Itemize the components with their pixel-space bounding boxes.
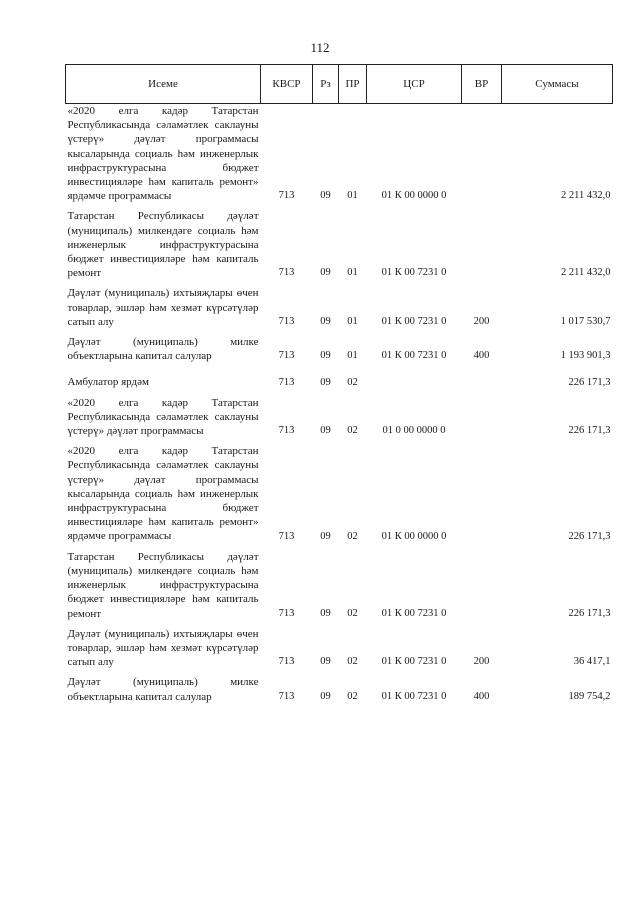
header-rz: Рз	[313, 65, 339, 104]
table-header-row	[66, 65, 613, 104]
row-vr	[462, 550, 502, 621]
row-sum: 1 193 901,3	[560, 350, 611, 362]
row-pr: 01	[347, 350, 358, 362]
header-name: Исеме	[66, 65, 261, 104]
row-vr: 200	[473, 656, 490, 668]
row-vr	[462, 444, 502, 543]
row-sum: 2 211 432,0	[561, 267, 611, 279]
row-sum: 189 754,2	[568, 690, 611, 702]
table-row	[66, 286, 613, 329]
row-sum: 226 171,3	[568, 376, 611, 388]
table-row	[66, 375, 613, 389]
row-vr	[462, 104, 502, 204]
row-rz: 09	[320, 350, 331, 362]
row-csr: 01 0 00 0000 0	[382, 425, 446, 437]
page-number: 112	[310, 40, 330, 55]
row-csr: 01 К 00 0000 0	[381, 530, 447, 542]
row-pr: 01	[347, 267, 358, 279]
row-csr: 01 К 00 7231 0	[381, 316, 447, 328]
row-pr: 02	[347, 656, 358, 668]
row-name: Татарстан Республикасы дәүләт (муниципаль) милкендәге социаль һәм инженерлык инфраструктурасына бюджет инвестицияләре һәм капиталь ремонт	[67, 210, 259, 280]
row-kvsr: 713	[278, 350, 295, 362]
row-vr	[462, 209, 502, 280]
row-name: «2020 елга кадәр Татарстан Республикасында сәламәтлек саклауны үстерү» дәүләт программасы кысаларында социаль һәм инженерлык инфраструктурасына бюджет инвестицияләре һәм капиталь ремонт» ярдәмче программасы	[67, 445, 259, 543]
row-rz: 09	[320, 656, 331, 668]
row-name: «2020 елга кадәр Татарстан Республикасында сәламәтлек саклауны үстерү» дәүләт программасы	[67, 396, 259, 438]
row-name: Дәүләт (муниципаль) ихтыяҗлары өчен товарлар, эшләр һәм хезмәт күрсәтүләр сатып алу	[67, 287, 259, 328]
row-pr: 02	[347, 376, 358, 388]
row-vr	[462, 396, 502, 439]
row-csr: 01 К 00 7231 0	[381, 690, 447, 702]
row-pr: 01	[347, 190, 358, 202]
row-rz: 09	[320, 267, 331, 279]
row-name: Татарстан Республикасы дәүләт (муниципаль) милкендәге социаль һәм инженерлык инфраструктурасына бюджет инвестицияләре һәм капиталь ремонт	[67, 550, 259, 620]
row-csr: 01 К 00 7231 0	[381, 350, 447, 362]
row-kvsr: 713	[278, 316, 295, 328]
table-row	[66, 550, 613, 621]
row-csr: 01 К 00 7231 0	[381, 607, 447, 619]
row-name: Дәүләт (муниципаль) милке объектларына капитал салулар	[67, 676, 259, 703]
table-row	[66, 675, 613, 703]
row-kvsr: 713	[278, 190, 295, 202]
row-kvsr: 713	[278, 376, 295, 388]
row-sum: 226 171,3	[568, 607, 611, 619]
row-rz: 09	[320, 690, 331, 702]
row-kvsr: 713	[278, 690, 295, 702]
row-pr: 02	[347, 690, 358, 702]
row-sum: 1 017 530,7	[560, 316, 611, 328]
row-csr: 01 К 00 7231 0	[381, 656, 447, 668]
row-rz: 09	[320, 530, 331, 542]
row-rz: 09	[320, 376, 331, 388]
row-csr: 01 К 00 0000 0	[381, 190, 447, 202]
row-kvsr: 713	[278, 607, 295, 619]
row-pr: 02	[347, 425, 358, 437]
row-kvsr: 713	[278, 425, 295, 437]
row-pr: 02	[347, 607, 358, 619]
row-vr: 400	[473, 690, 490, 702]
row-rz: 09	[320, 190, 331, 202]
row-name: «2020 елга кадәр Татарстан Республикасында сәламәтлек саклауны үстерү» дәүләт программасы кысаларында социаль һәм инженерлык инфраструктурасына бюджет инвестицияләре һәм капиталь ремонт» ярдәмче программасы	[67, 105, 259, 203]
table-row	[66, 335, 613, 363]
row-sum: 226 171,3	[568, 425, 611, 437]
row-pr: 01	[347, 316, 358, 328]
header-pr: ПР	[339, 65, 367, 104]
row-vr: 400	[473, 350, 490, 362]
row-sum: 36 417,1	[573, 656, 611, 668]
table-row	[66, 627, 613, 670]
row-kvsr: 713	[278, 530, 295, 542]
header-csr: ЦСР	[367, 65, 462, 104]
row-sum: 226 171,3	[568, 530, 611, 542]
row-pr: 02	[347, 530, 358, 542]
row-vr	[462, 375, 502, 389]
row-kvsr: 713	[278, 267, 295, 279]
row-rz: 09	[320, 425, 331, 437]
row-vr: 200	[473, 316, 490, 328]
row-name: Амбулатор ярдәм	[67, 376, 149, 389]
table-row	[66, 209, 613, 280]
table-row	[66, 396, 613, 439]
row-kvsr: 713	[278, 656, 295, 668]
header-sum: Суммасы	[502, 65, 613, 104]
row-rz: 09	[320, 316, 331, 328]
table-row	[66, 104, 613, 204]
row-rz: 09	[320, 607, 331, 619]
header-kvsr: КВСР	[261, 65, 313, 104]
table-row	[66, 444, 613, 543]
row-name: Дәүләт (муниципаль) милке объектларына капитал салулар	[67, 336, 259, 363]
row-name: Дәүләт (муниципаль) ихтыяҗлары өчен товарлар, эшләр һәм хезмәт күрсәтүләр сатып алу	[67, 627, 259, 669]
budget-table	[65, 64, 613, 704]
row-csr	[367, 375, 462, 389]
header-vr: ВР	[462, 65, 502, 104]
row-csr: 01 К 00 7231 0	[381, 267, 447, 279]
row-sum: 2 211 432,0	[561, 190, 611, 202]
